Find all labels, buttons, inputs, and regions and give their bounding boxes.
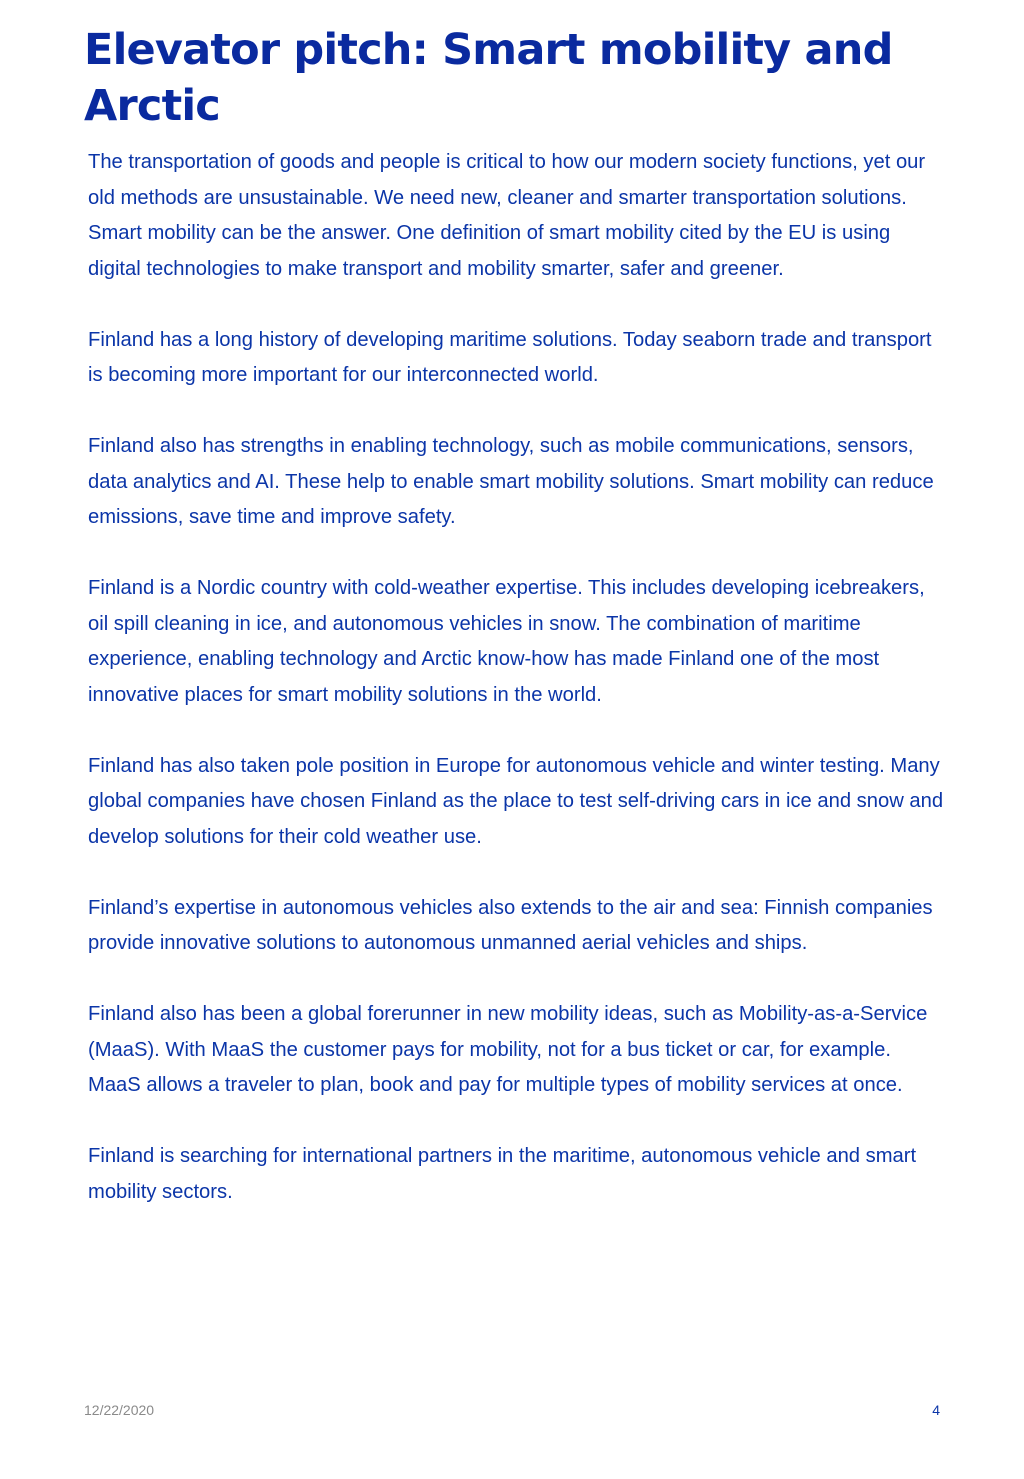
footer-date: 12/22/2020 bbox=[84, 1402, 155, 1418]
page-number: 4 bbox=[932, 1402, 940, 1418]
paragraph-maritime-history: Finland has a long history of developing maritime solutions. Today seaborn trade and transport is becoming more important for our interconnected world. bbox=[88, 328, 932, 386]
paragraph-intro: The transportation of goods and people is critical to how our modern society functions, yet our old methods are unsustainable. We need new, cleaner and smarter transportation solutions. Smart mobility can be the answer. One definition of smart mobility cited by the EU is using digital technologies to make transport and mobility smarter, safer and greener. bbox=[88, 151, 926, 280]
paragraph-air-and-sea: Finland’s expertise in autonomous vehicles also extends to the air and sea: Finnish companies provide innovative solutions to autonomous unmanned aerial vehicles and ships. bbox=[88, 896, 933, 954]
paragraph-enabling-technology: Finland also has strengths in enabling technology, such as mobile communications, sensors, data analytics and AI. These help to enable smart mobility solutions. Smart mobility can reduce emissions, save time and improve safety. bbox=[88, 435, 934, 528]
paragraph-partners: Finland is searching for international partners in the maritime, autonomous vehicle and smart mobility sectors. bbox=[88, 1145, 917, 1203]
paragraph-autonomous-testing: Finland has also taken pole position in Europe for autonomous vehicle and winter testing. Many global companies have chosen Finland as the place to test self-driving cars in ice and snow and develop solutions for their cold weather use. bbox=[88, 754, 944, 848]
paragraph-maas: Finland also has been a global forerunner in new mobility ideas, such as Mobility-as-a-Service (MaaS). With MaaS the customer pays for mobility, not for a bus ticket or car, for example. MaaS allows a traveler to plan, book and pay for multiple types of mobility services at once. bbox=[88, 1003, 928, 1096]
slide-title: Elevator pitch: Smart mobility and Arctic bbox=[84, 25, 893, 131]
slide-body bbox=[88, 145, 948, 1210]
paragraph-cold-weather-expertise: Finland is a Nordic country with cold-weather expertise. This includes developing icebreakers, oil spill cleaning in ice, and autonomous vehicles in snow. The combination of maritime experience, enabling technology and Arctic know-how has made Finland one of the most innovative places for smart mobility solutions in the world. bbox=[88, 577, 925, 706]
